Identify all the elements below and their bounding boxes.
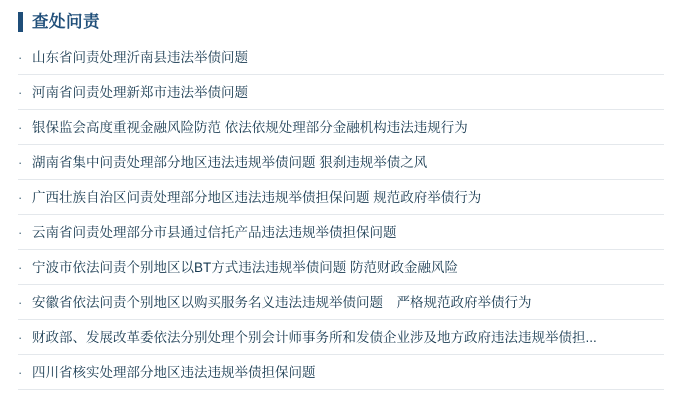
list-item-label[interactable]: 湖南省集中问责处理部分地区违法违规举债问题 狠刹违规举债之风: [32, 155, 428, 170]
bullet-icon: ·: [18, 225, 23, 240]
bullet-icon: ·: [18, 50, 23, 65]
article-list: [0, 40, 674, 390]
list-item[interactable]: [18, 110, 664, 145]
bullet-icon: ·: [18, 190, 23, 205]
list-item-label[interactable]: 山东省问责处理沂南县违法举债问题: [32, 50, 248, 65]
list-item[interactable]: [18, 75, 664, 110]
list-item-label[interactable]: 云南省问责处理部分市县通过信托产品违法违规举债担保问题: [32, 225, 397, 240]
list-item[interactable]: [18, 145, 664, 180]
list-item-label[interactable]: 河南省问责处理新郑市违法举债问题: [32, 85, 248, 100]
list-item[interactable]: [18, 320, 664, 355]
list-item-label[interactable]: 广西壮族自治区问责处理部分地区违法违规举债担保问题 规范政府举债行为: [32, 190, 482, 205]
list-item-label[interactable]: 银保监会高度重视金融风险防范 依法依规处理部分金融机构违法违规行为: [32, 120, 468, 135]
list-item-label[interactable]: 四川省核实处理部分地区违法违规举债担保问题: [32, 365, 316, 380]
list-item[interactable]: [18, 355, 664, 390]
list-item[interactable]: [18, 215, 664, 250]
bullet-icon: ·: [18, 365, 23, 380]
page-title: 查处问责: [32, 12, 100, 31]
list-item[interactable]: [18, 40, 664, 75]
bullet-icon: ·: [18, 120, 23, 135]
list-item[interactable]: [18, 180, 664, 215]
bullet-icon: ·: [18, 85, 23, 100]
list-item-label[interactable]: 安徽省依法问责个别地区以购买服务名义违法违规举债问题 严格规范政府举债行为: [32, 295, 532, 310]
list-item-label[interactable]: 财政部、发展改革委依法分别处理个别会计师事务所和发债企业涉及地方政府违法违规举债担...: [32, 330, 597, 345]
bullet-icon: ·: [18, 295, 23, 310]
bullet-icon: ·: [18, 260, 23, 275]
section-header: [0, 0, 674, 40]
header-accent-bar: [18, 12, 23, 32]
bullet-icon: ·: [18, 330, 23, 345]
list-item[interactable]: [18, 285, 664, 320]
list-item[interactable]: [18, 250, 664, 285]
bullet-icon: ·: [18, 155, 23, 170]
list-item-label[interactable]: 宁波市依法问责个别地区以BT方式违法违规举债问题 防范财政金融风险: [32, 260, 459, 275]
